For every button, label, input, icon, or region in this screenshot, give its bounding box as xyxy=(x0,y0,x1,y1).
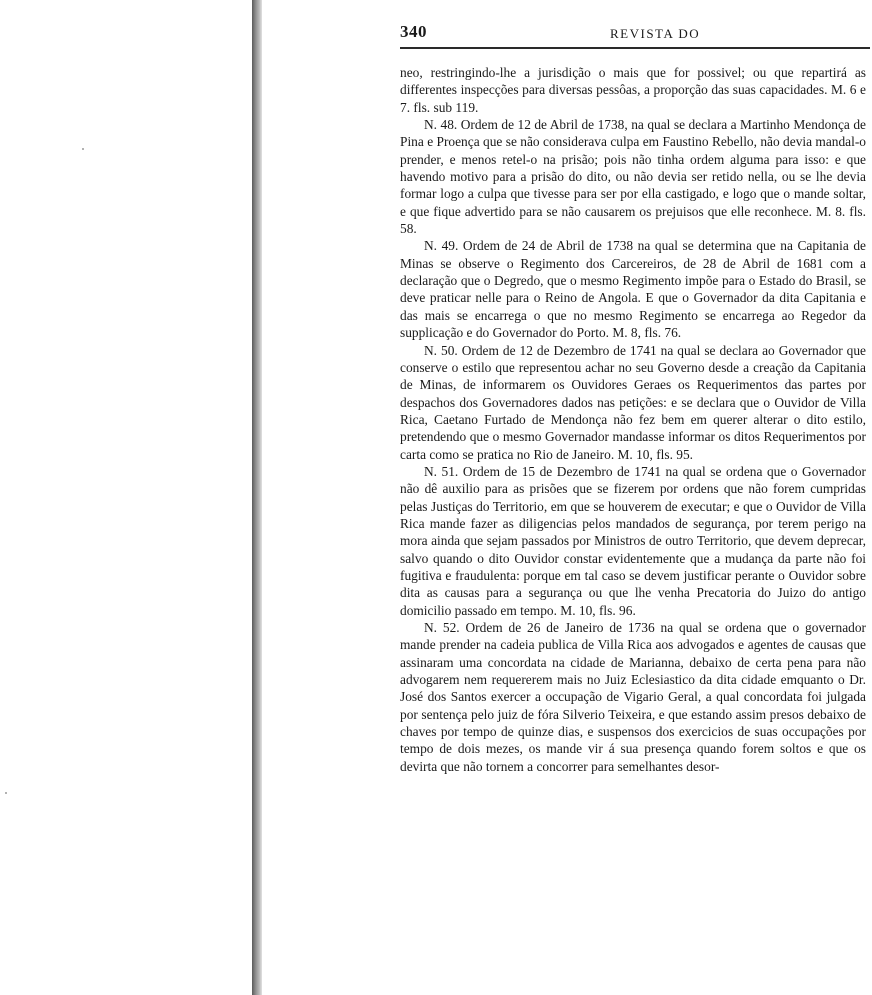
paragraph: neo, restringindo-lhe a jurisdição o mais que for possivel; ou que repartirá as differentes inspecções para diversas pessôas, a proporção das suas capacidades. M. 6 e 7. fls. sub 119. xyxy=(400,65,866,115)
paragraph-n52: N. 52. Ordem de 26 de Janeiro de 1736 na qual se ordena que o governador mande prender na cadeia publica de Villa Rica aos advogados e agentes de causas que assinaram uma concordata na cidade de Marianna, debaixo de certa pena para não advogarem nem requererem mais no Juiz Eclesiastico da dita cidade emquanto o Dr. José dos Santos exercer a occupação de Vigario Geral, a qual concordata foi julgada por sentença pelo juiz de fóra Silverio Teixeira, e que estando assim presos debaixo de chaves por tempo de quinze dias, e suspensos dos exercicios de suas occupações por tempo de dois mezes, os mande vir á sua presença quando forem soltos e que os devirta que não tornem a concorrer para semelhantes desor- xyxy=(400,620,866,774)
paragraph-n50: N. 50. Ordem de 12 de Dezembro de 1741 na qual se declara ao Governador que conserve o estilo que representou achar no seu Governo desde a creação da Capitania de Minas, de informarem os Ouvidores Geraes os Requerimentos das partes por despachos dos Governadores dados nas petições: e se declara que o Ouvidor de Villa Rica, Caetano Furtado de Mendonça não fez bem em querer alterar o dito estilo, pretendendo que o mesmo Governador mandasse informar os ditos Requerimentos por carta como se pratica no Rio de Janeiro. M. 10, fls. 95. xyxy=(400,342,866,462)
page-number: 340 xyxy=(400,22,427,41)
left-page xyxy=(0,0,252,995)
header-rule xyxy=(400,47,870,49)
page-speck xyxy=(82,148,84,150)
page-speck xyxy=(5,792,7,794)
running-title: REVISTA DO xyxy=(610,26,701,41)
body-text xyxy=(400,64,866,775)
book-gutter xyxy=(252,0,262,995)
paragraph-n49: N. 49. Ordem de 24 de Abril de 1738 na qual se determina que na Capitania de Minas se observe o Regimento dos Carcereiros, de 28 de Abril de 1681 com a declaração que o Degredo, que o mesmo Regimento impõe para o Estado do Brasil, se deve praticar nelle para o Reino de Angola. E que o Governador da dita Capitania e das mais se encarrega o que no mesmo Regimento se encarrega ao Regedor da supplicação e do Governador do Porto. M. 8, fls. 76. xyxy=(400,238,866,341)
paragraph-n48: N. 48. Ordem de 12 de Abril de 1738, na qual se declara a Martinho Mendonça de Pina e Proença que se não considerava culpa em Faustino Rebello, não devia mandal-o prender, e menos retel-o na prisão; pois não tinha ordem alguma para isso: e que havendo motivo para a prisão do dito, ou não devia ser retido nella, ou se lhe devia formar logo a culpa que tivesse para ser por ella castigado, e logo que o mande soltar, e que fique advertido para se não causarem os prejuisos que elle reconhece. M. 8. fls. 58. xyxy=(400,117,866,237)
paragraph-n51: N. 51. Ordem de 15 de Dezembro de 1741 na qual se ordena que o Governador não dê auxilio para as prisões que se fizerem por ordens que não forem cumpridas pelas Justiças do Territorio, em que se houverem de executar; e que o Ouvidor de Villa Rica mande fazer as diligencias pelos mandados de segurança, por terem perigo na mora ainda que sejam passados por Ministros de outro Territorio, que devem deprecar, salvo quando o dito Ouvidor constar evidentemente que a mudança da parte não foi fugitiva e fraudulenta: porque em tal caso se devem justificar perante o Ouvidor sobre dita as causas para a segurança ou que lhe venha Precatoria do Juizo do antigo domicilio passado em tempo. M. 10, fls. 96. xyxy=(400,463,866,618)
running-head xyxy=(400,22,872,46)
